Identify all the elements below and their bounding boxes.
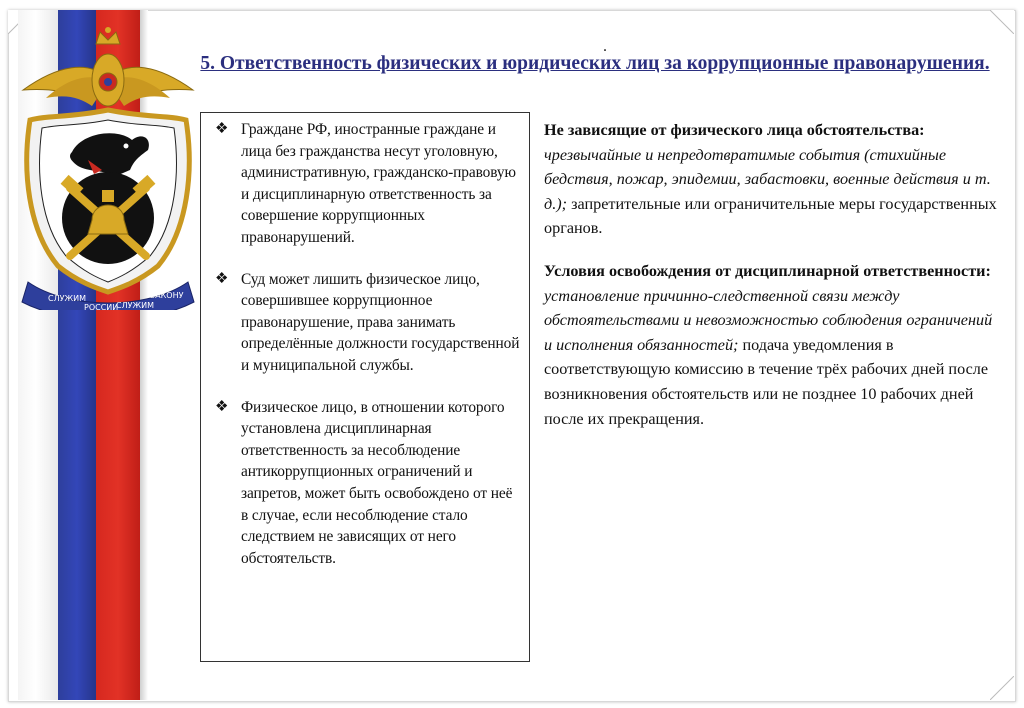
title-dot: . xyxy=(603,38,607,55)
section-text: подача уведомления в соответствующую комиссию в течение трёх рабочих дней после возникновения обстоятельств или не позднее 10 рабочих дней после их прекращения. xyxy=(544,335,989,428)
release-conditions-section xyxy=(544,259,1004,431)
responsibility-box xyxy=(200,112,530,662)
circumstances-section xyxy=(544,118,1004,241)
bullet-text: Граждане РФ, иностранные граждане и лица без гражданства несут уголовную, административную, гражданско-правовую и дисциплинарную ответственность за совершение коррупционных правонарушений. xyxy=(241,121,516,246)
section-heading: Не зависящие от физического лица обстоятельства: xyxy=(544,121,925,139)
circumstances-column xyxy=(544,118,1004,449)
section-heading: Условия освобождения от дисциплинарной ответственности: xyxy=(544,261,991,280)
section-italic-text: чрезвычайные и непредотвратимые события (стихийные бедствия, пожар, эпидемии, забастовки, военные действия и т. д.); xyxy=(544,145,991,213)
page-corner-top-right xyxy=(990,10,1014,34)
page-corner-bottom-right xyxy=(990,676,1014,700)
section-text: запретительные или ограничительные меры государственных органов. xyxy=(544,194,997,238)
slide-title: 5. Ответственность физических и юридических лиц за коррупционные правонарушения. xyxy=(200,53,990,74)
bullet-diamond-icon: ❖ xyxy=(215,121,229,137)
bullet-diamond-icon: ❖ xyxy=(215,270,229,287)
ribbon-text-1: СЛУЖИМ xyxy=(48,294,86,303)
bullet-item xyxy=(215,397,523,570)
section-italic-text: установление причинно-следственной связи между обстоятельствами и невозможностью соблюдения ограничений и исполнения обязанностей; xyxy=(544,286,993,354)
bullet-item xyxy=(215,119,523,249)
ribbon-text-2: РОССИИ xyxy=(84,303,119,310)
bullet-item xyxy=(215,269,523,377)
police-emblem-icon xyxy=(8,20,208,310)
bullet-text: Физическое лицо, в отношении которого установлена дисциплинарная ответственность за несоблюдение антикоррупционных ограничений и запретов, может быть освобождено от неё в случае, если несоблюдение стало следствием не зависящих от него обстоятельств. xyxy=(241,398,513,567)
bullet-text: Суд может лишить физическое лицо, совершившее коррупционное правонарушение, права занимать определённые должности государственной и муниципальной службы. xyxy=(241,270,520,374)
bullet-diamond-icon: ❖ xyxy=(215,398,229,415)
ribbon-text-4: ЗАКОНУ xyxy=(150,291,184,300)
ribbon-text-3: СЛУЖИМ xyxy=(116,301,154,310)
